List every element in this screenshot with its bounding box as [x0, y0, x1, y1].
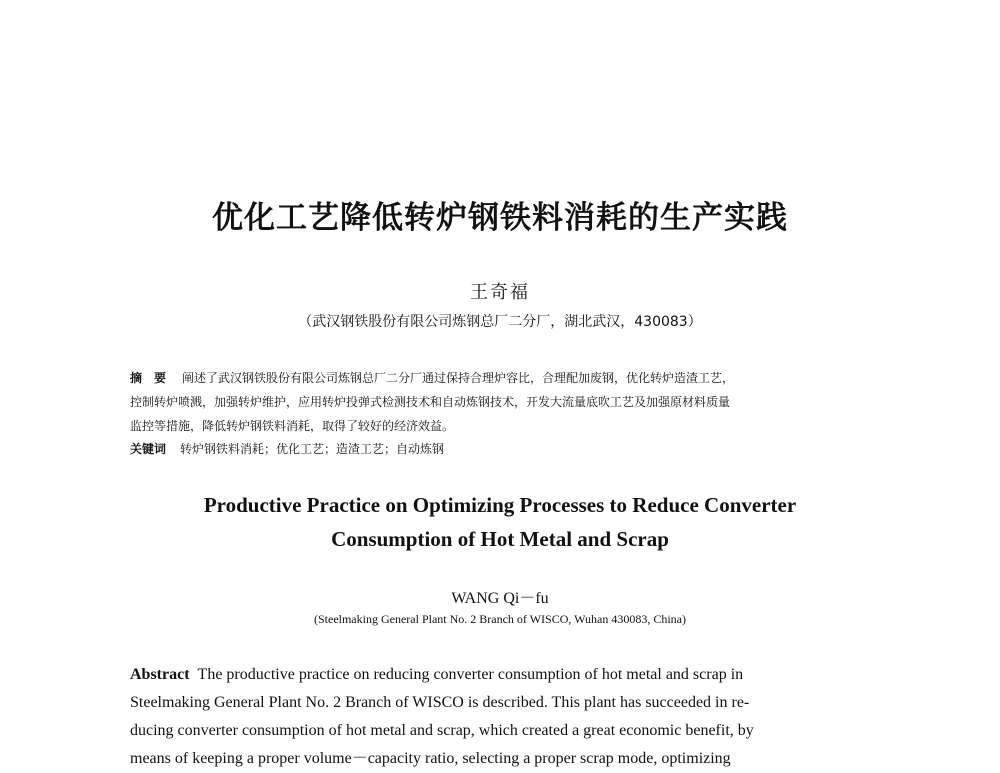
author-chinese: 王奇福: [470, 282, 530, 303]
title-english-line-2: Consumption of Hot Metal and Scrap: [331, 527, 669, 551]
author-english: WANG Qi－fu: [451, 590, 549, 607]
keywords-chinese-text: 转炉钢铁料消耗；优化工艺；造渣工艺；自动炼钢: [180, 442, 445, 456]
abstract-english-text-1: The productive practice on reducing converter consumption of hot metal and scrap in: [197, 666, 744, 683]
keywords-chinese-label: 关键词: [130, 442, 167, 456]
keywords-chinese: [130, 439, 880, 459]
abstract-english: [130, 661, 878, 773]
title-english: [0, 488, 1000, 556]
affiliation-english: (Steelmaking General Plant No. 2 Branch of WISCO, Wuhan 430083, China): [313, 612, 686, 626]
abstract-chinese-line-2: 控制转炉喷溅，加强转炉维护，应用转炉投弹式检测技术和自动炼钢技术，开发大流量底吹工艺及加强原材料质量: [130, 395, 731, 409]
abstract-chinese: [130, 366, 880, 438]
abstract-chinese-line-1: [130, 366, 880, 390]
abstract-english-line-2: Steelmaking General Plant No. 2 Branch of WISCO is described. This plant has succeeded in re-: [130, 694, 750, 711]
abstract-english-line-4: means of keeping a proper volume－capacity ratio, selecting a proper scrap mode, optimizing: [130, 750, 731, 767]
title-chinese: 优化工艺降低转炉钢铁料消耗的生产实践: [212, 200, 788, 236]
abstract-chinese-label: 摘 要: [130, 371, 167, 385]
abstract-english-line-1: [130, 661, 878, 689]
affiliation-chinese: （武汉钢铁股份有限公司炼钢总厂二分厂，湖北武汉，430083）: [298, 314, 702, 330]
abstract-chinese-text-1: 阐述了武汉钢铁股份有限公司炼钢总厂二分厂通过保持合理炉容比，合理配加废钢，优化转炉造渣工艺，: [182, 371, 735, 385]
abstract-english-line-3: ducing converter consumption of hot metal and scrap, which created a great economic benefit, by: [130, 722, 754, 739]
title-english-line-1: Productive Practice on Optimizing Processes to Reduce Converter: [203, 493, 797, 517]
abstract-chinese-line-3: 监控等措施，降低转炉钢铁料消耗，取得了较好的经济效益。: [130, 419, 455, 433]
abstract-english-label: Abstract: [130, 666, 190, 683]
